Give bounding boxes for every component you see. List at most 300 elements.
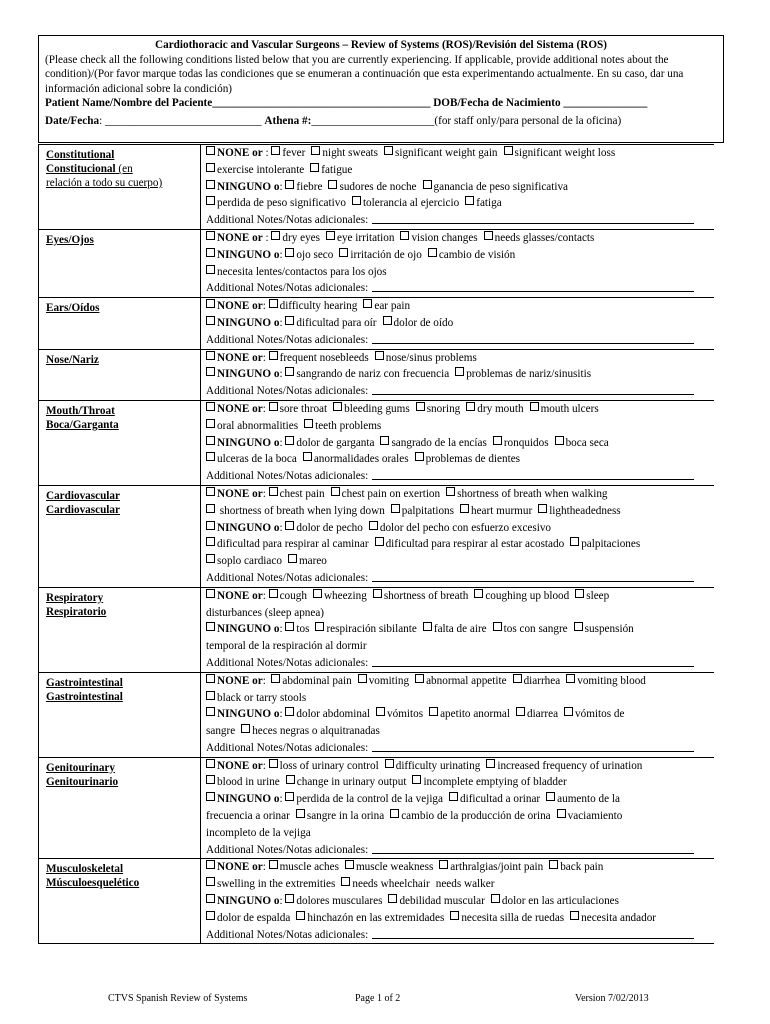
symptom-option[interactable] bbox=[206, 776, 280, 788]
symptom-checkbox[interactable] bbox=[474, 589, 483, 598]
symptom-option[interactable] bbox=[285, 437, 374, 449]
symptom-checkbox[interactable] bbox=[206, 504, 215, 513]
symptom-checkbox[interactable] bbox=[206, 196, 215, 205]
symptom-option[interactable] bbox=[486, 760, 642, 772]
symptom-checkbox[interactable] bbox=[285, 248, 294, 257]
symptom-checkbox[interactable] bbox=[516, 707, 525, 716]
symptom-option[interactable] bbox=[206, 555, 282, 567]
symptom-checkbox[interactable] bbox=[375, 351, 384, 360]
section-label-es-text: Constitucional bbox=[46, 163, 116, 175]
symptom-option[interactable] bbox=[546, 793, 620, 805]
date-field[interactable]: : ____________________________ bbox=[99, 114, 262, 127]
patient-name-field[interactable]: _______________________________________ bbox=[212, 97, 431, 109]
symptom-option[interactable] bbox=[564, 708, 624, 720]
symptom-option[interactable] bbox=[530, 403, 599, 415]
symptom-checkbox[interactable] bbox=[286, 775, 295, 784]
symptom-option[interactable] bbox=[375, 538, 565, 550]
symptom-checkbox[interactable] bbox=[313, 589, 322, 598]
symptom-option[interactable] bbox=[400, 232, 477, 244]
symptom-label: abdominal pain bbox=[282, 674, 352, 687]
additional-notes-field[interactable] bbox=[372, 571, 694, 582]
none-checkbox[interactable] bbox=[206, 248, 215, 257]
none-checkbox[interactable] bbox=[206, 180, 215, 189]
symptom-option[interactable] bbox=[285, 522, 362, 534]
symptom-option[interactable] bbox=[450, 912, 564, 924]
symptom-option[interactable] bbox=[363, 300, 410, 312]
symptom-option[interactable] bbox=[466, 403, 523, 415]
symptom-checkbox[interactable] bbox=[206, 452, 215, 461]
section-label-es-text: Respiratorio bbox=[46, 605, 107, 618]
continuation-text: temporal de la respiración al dormir bbox=[206, 640, 367, 653]
symptom-option[interactable] bbox=[493, 437, 549, 449]
symptom-option[interactable] bbox=[285, 317, 376, 329]
symptom-label: soplo cardiaco bbox=[217, 555, 282, 568]
symptom-label: vómitos bbox=[387, 708, 424, 721]
none-label: NINGUNO o bbox=[217, 316, 280, 329]
symptom-checkbox[interactable] bbox=[423, 180, 432, 189]
symptom-option[interactable] bbox=[269, 352, 369, 364]
symptom-option[interactable] bbox=[566, 675, 646, 687]
symptom-checkbox[interactable] bbox=[390, 809, 399, 818]
none-checkbox[interactable] bbox=[206, 521, 215, 530]
symptom-option[interactable] bbox=[412, 776, 566, 788]
symptom-checkbox[interactable] bbox=[269, 299, 278, 308]
none-checkbox[interactable] bbox=[206, 231, 215, 240]
none-label: NINGUNO o bbox=[217, 623, 280, 636]
option-line bbox=[206, 553, 714, 570]
symptom-option[interactable] bbox=[513, 675, 561, 687]
none-checkbox[interactable] bbox=[206, 299, 215, 308]
dob-field[interactable]: _______________ bbox=[563, 97, 648, 109]
symptom-checkbox[interactable] bbox=[428, 248, 437, 257]
none-checkbox[interactable] bbox=[206, 402, 215, 411]
symptom-checkbox[interactable] bbox=[341, 877, 350, 886]
symptom-checkbox[interactable] bbox=[296, 809, 305, 818]
symptom-checkbox[interactable] bbox=[285, 622, 294, 631]
none-checkbox[interactable] bbox=[206, 436, 215, 445]
ros-table bbox=[38, 144, 714, 944]
symptom-option[interactable] bbox=[315, 623, 416, 635]
symptom-checkbox[interactable] bbox=[493, 622, 502, 631]
symptom-option[interactable] bbox=[269, 300, 358, 312]
additional-notes-field[interactable] bbox=[372, 928, 694, 939]
symptom-option[interactable] bbox=[423, 623, 487, 635]
symptom-label: muscle weakness bbox=[355, 861, 434, 874]
symptom-option[interactable] bbox=[493, 623, 568, 635]
symptom-checkbox[interactable] bbox=[271, 146, 280, 155]
symptom-option[interactable] bbox=[269, 590, 307, 602]
symptom-label: diarrhea bbox=[523, 674, 561, 687]
section-options bbox=[201, 672, 715, 757]
symptom-option[interactable] bbox=[206, 164, 304, 176]
symptom-checkbox[interactable] bbox=[415, 674, 424, 683]
symptom-label: lightheadedness bbox=[549, 504, 621, 517]
none-checkbox[interactable] bbox=[206, 759, 215, 768]
athena-field[interactable]: ______________________ bbox=[311, 114, 435, 127]
symptom-checkbox[interactable] bbox=[271, 674, 280, 683]
additional-notes-field[interactable] bbox=[372, 281, 694, 292]
none-checkbox[interactable] bbox=[206, 792, 215, 801]
symptom-option[interactable] bbox=[415, 453, 520, 465]
symptom-option[interactable] bbox=[285, 249, 333, 261]
symptom-option[interactable] bbox=[439, 861, 543, 873]
symptom-checkbox[interactable] bbox=[385, 759, 394, 768]
symptom-option[interactable] bbox=[358, 675, 409, 687]
symptom-checkbox[interactable] bbox=[564, 707, 573, 716]
symptom-option[interactable] bbox=[385, 760, 481, 772]
symptom-checkbox[interactable] bbox=[412, 775, 421, 784]
symptom-option[interactable] bbox=[331, 488, 440, 500]
symptom-option[interactable] bbox=[269, 760, 379, 772]
additional-notes-field[interactable] bbox=[372, 843, 694, 854]
symptom-option[interactable] bbox=[538, 505, 620, 517]
symptom-option[interactable] bbox=[206, 878, 335, 890]
symptom-label: chest pain bbox=[279, 487, 325, 500]
symptom-checkbox[interactable] bbox=[269, 759, 278, 768]
symptom-label: ganancia de peso significativa bbox=[433, 180, 569, 193]
symptom-checkbox[interactable] bbox=[311, 146, 320, 155]
symptom-option[interactable] bbox=[352, 197, 459, 209]
symptom-option[interactable] bbox=[333, 403, 410, 415]
symptom-option[interactable] bbox=[206, 266, 387, 278]
symptom-checkbox[interactable] bbox=[455, 367, 464, 376]
symptom-checkbox[interactable] bbox=[450, 911, 459, 920]
symptom-checkbox[interactable] bbox=[358, 674, 367, 683]
none-separator: : bbox=[262, 674, 272, 687]
additional-notes-label: Additional Notes/Notas adicionales: bbox=[206, 214, 369, 227]
symptom-option[interactable] bbox=[285, 793, 443, 805]
symptom-checkbox[interactable] bbox=[546, 792, 555, 801]
symptom-checkbox[interactable] bbox=[575, 589, 584, 598]
symptom-checkbox[interactable] bbox=[285, 436, 294, 445]
symptom-label: snoring bbox=[426, 402, 461, 415]
additional-notes-field[interactable] bbox=[372, 656, 694, 667]
symptom-option[interactable] bbox=[286, 776, 407, 788]
symptom-option[interactable] bbox=[557, 810, 623, 822]
section-row bbox=[39, 145, 715, 230]
symptom-checkbox[interactable] bbox=[269, 487, 278, 496]
symptom-option[interactable] bbox=[285, 895, 382, 907]
symptom-checkbox[interactable] bbox=[513, 674, 522, 683]
symptom-checkbox[interactable] bbox=[206, 877, 215, 886]
symptom-option[interactable] bbox=[285, 181, 322, 193]
symptom-option[interactable] bbox=[206, 453, 297, 465]
symptom-option[interactable] bbox=[345, 861, 433, 873]
symptom-option[interactable] bbox=[449, 793, 540, 805]
option-line bbox=[206, 825, 714, 842]
symptom-option[interactable] bbox=[455, 368, 591, 380]
symptom-checkbox[interactable] bbox=[241, 724, 250, 733]
symptom-checkbox[interactable] bbox=[304, 419, 313, 428]
symptom-option[interactable] bbox=[474, 590, 569, 602]
symptom-label: needs wheelchair bbox=[352, 878, 430, 891]
symptom-option[interactable] bbox=[310, 164, 352, 176]
symptom-checkbox[interactable] bbox=[549, 860, 558, 869]
symptom-checkbox[interactable] bbox=[446, 487, 455, 496]
symptom-option[interactable] bbox=[206, 692, 306, 704]
symptom-checkbox[interactable] bbox=[296, 911, 305, 920]
symptom-checkbox[interactable] bbox=[460, 504, 469, 513]
symptom-label: dolor del pecho con esfuerzo excesivo bbox=[379, 521, 552, 534]
symptom-option[interactable] bbox=[384, 147, 498, 159]
none-checkbox[interactable] bbox=[206, 589, 215, 598]
symptom-checkbox[interactable] bbox=[285, 707, 294, 716]
symptom-checkbox[interactable] bbox=[288, 554, 297, 563]
none-label: NONE or bbox=[217, 674, 263, 687]
symptom-checkbox[interactable] bbox=[206, 163, 215, 172]
none-label: NONE or bbox=[217, 861, 263, 874]
symptom-option[interactable] bbox=[574, 623, 634, 635]
symptom-checkbox[interactable] bbox=[423, 622, 432, 631]
option-line bbox=[206, 350, 714, 367]
symptom-option[interactable] bbox=[271, 147, 305, 159]
symptom-option[interactable] bbox=[296, 912, 444, 924]
symptom-checkbox[interactable] bbox=[333, 402, 342, 411]
symptom-option[interactable] bbox=[516, 708, 558, 720]
symptom-checkbox[interactable] bbox=[269, 351, 278, 360]
symptom-option[interactable] bbox=[555, 437, 609, 449]
symptom-checkbox[interactable] bbox=[530, 402, 539, 411]
symptom-option[interactable] bbox=[304, 420, 381, 432]
symptom-option[interactable] bbox=[423, 181, 569, 193]
symptom-checkbox[interactable] bbox=[326, 231, 335, 240]
symptom-option[interactable] bbox=[390, 810, 550, 822]
symptom-option[interactable] bbox=[428, 249, 515, 261]
section-row bbox=[39, 485, 715, 587]
symptom-checkbox[interactable] bbox=[206, 419, 215, 428]
symptom-checkbox[interactable] bbox=[363, 299, 372, 308]
symptom-checkbox[interactable] bbox=[486, 759, 495, 768]
none-checkbox[interactable] bbox=[206, 367, 215, 376]
symptom-checkbox[interactable] bbox=[416, 402, 425, 411]
symptom-checkbox[interactable] bbox=[303, 452, 312, 461]
none-checkbox[interactable] bbox=[206, 487, 215, 496]
symptom-option[interactable] bbox=[429, 708, 510, 720]
none-separator: : bbox=[279, 368, 286, 381]
symptom-option[interactable] bbox=[288, 555, 327, 567]
symptom-option[interactable] bbox=[391, 505, 454, 517]
none-checkbox[interactable] bbox=[206, 622, 215, 631]
section-label-en: Ears/Oídos bbox=[46, 302, 100, 315]
symptom-checkbox[interactable] bbox=[376, 707, 385, 716]
symptom-checkbox[interactable] bbox=[466, 402, 475, 411]
symptom-option[interactable] bbox=[484, 232, 595, 244]
symptom-checkbox[interactable] bbox=[328, 180, 337, 189]
symptom-label: dolor en las articulaciones bbox=[501, 895, 619, 908]
symptom-option[interactable] bbox=[271, 232, 320, 244]
symptom-label: frequent nosebleeds bbox=[279, 351, 369, 364]
symptom-checkbox[interactable] bbox=[206, 554, 215, 563]
none-separator: : bbox=[279, 316, 286, 329]
symptom-checkbox[interactable] bbox=[570, 537, 579, 546]
none-checkbox[interactable] bbox=[206, 351, 215, 360]
additional-notes-field[interactable] bbox=[372, 384, 694, 395]
symptom-option[interactable] bbox=[460, 505, 532, 517]
symptom-option[interactable] bbox=[296, 810, 384, 822]
symptom-option[interactable] bbox=[375, 352, 477, 364]
symptom-option[interactable] bbox=[269, 488, 325, 500]
symptom-option[interactable] bbox=[549, 861, 603, 873]
symptom-option[interactable] bbox=[303, 453, 409, 465]
symptom-checkbox[interactable] bbox=[388, 894, 397, 903]
symptom-label: arthralgias/joint pain bbox=[450, 861, 544, 874]
symptom-label: sudores de noche bbox=[339, 180, 417, 193]
symptom-checkbox[interactable] bbox=[315, 622, 324, 631]
symptom-checkbox[interactable] bbox=[271, 231, 280, 240]
symptom-checkbox[interactable] bbox=[415, 452, 424, 461]
symptom-checkbox[interactable] bbox=[429, 707, 438, 716]
symptom-checkbox[interactable] bbox=[369, 521, 378, 530]
symptom-checkbox[interactable] bbox=[285, 894, 294, 903]
symptom-checkbox[interactable] bbox=[373, 589, 382, 598]
symptom-checkbox[interactable] bbox=[538, 504, 547, 513]
none-label: NINGUNO o bbox=[217, 708, 280, 721]
symptom-checkbox[interactable] bbox=[383, 316, 392, 325]
symptom-checkbox[interactable] bbox=[574, 622, 583, 631]
symptom-option[interactable] bbox=[206, 538, 369, 550]
symptom-label: dolor de oído bbox=[393, 316, 454, 329]
symptom-label: dificultad para oír bbox=[296, 316, 377, 329]
none-checkbox[interactable] bbox=[206, 146, 215, 155]
symptom-label: shortness of breath when walking bbox=[457, 487, 608, 500]
symptom-checkbox[interactable] bbox=[269, 402, 278, 411]
none-label: NINGUNO o bbox=[217, 180, 280, 193]
symptom-option[interactable] bbox=[575, 590, 609, 602]
symptom-option[interactable] bbox=[491, 895, 619, 907]
symptom-label: hinchazón en las extremidades bbox=[307, 911, 445, 924]
additional-notes-field[interactable] bbox=[372, 469, 694, 480]
symptom-checkbox[interactable] bbox=[566, 674, 575, 683]
symptom-option[interactable] bbox=[570, 538, 640, 550]
additional-notes-label: Additional Notes/Notas adicionales: bbox=[206, 385, 369, 398]
symptom-label: diarrea bbox=[526, 708, 559, 721]
symptom-checkbox[interactable] bbox=[285, 316, 294, 325]
symptom-checkbox[interactable] bbox=[384, 146, 393, 155]
symptom-checkbox[interactable] bbox=[206, 911, 215, 920]
symptom-label: blood in urine bbox=[217, 776, 280, 789]
symptom-option[interactable] bbox=[206, 420, 298, 432]
symptom-checkbox[interactable] bbox=[504, 146, 513, 155]
symptom-checkbox[interactable] bbox=[345, 860, 354, 869]
footer-page: Page 1 of 2 bbox=[355, 993, 401, 1004]
symptom-checkbox[interactable] bbox=[493, 436, 502, 445]
none-checkbox[interactable] bbox=[206, 674, 215, 683]
symptom-label: irritación de ojo bbox=[350, 248, 422, 261]
symptom-option[interactable] bbox=[341, 878, 429, 890]
symptom-checkbox[interactable] bbox=[391, 504, 400, 513]
additional-notes-label: Additional Notes/Notas adicionales: bbox=[206, 470, 369, 483]
none-checkbox[interactable] bbox=[206, 316, 215, 325]
symptom-checkbox[interactable] bbox=[339, 248, 348, 257]
symptom-checkbox[interactable] bbox=[400, 231, 409, 240]
symptom-label: fiebre bbox=[296, 180, 323, 193]
symptom-option[interactable] bbox=[380, 437, 486, 449]
symptom-label: dry eyes bbox=[282, 231, 320, 244]
symptom-option[interactable] bbox=[416, 403, 461, 415]
additional-notes-field[interactable] bbox=[372, 333, 694, 344]
symptom-option[interactable] bbox=[285, 623, 309, 635]
symptom-checkbox[interactable] bbox=[269, 589, 278, 598]
symptom-checkbox[interactable] bbox=[484, 231, 493, 240]
symptom-option[interactable] bbox=[326, 232, 394, 244]
symptom-option[interactable] bbox=[373, 590, 469, 602]
symptom-checkbox[interactable] bbox=[285, 792, 294, 801]
symptom-checkbox[interactable] bbox=[570, 911, 579, 920]
symptom-checkbox[interactable] bbox=[285, 180, 294, 189]
symptom-checkbox[interactable] bbox=[206, 691, 215, 700]
additional-notes-field[interactable] bbox=[372, 213, 694, 224]
symptom-option[interactable] bbox=[465, 197, 501, 209]
symptom-option[interactable] bbox=[383, 317, 454, 329]
symptom-checkbox[interactable] bbox=[352, 196, 361, 205]
option-line bbox=[206, 673, 714, 690]
symptom-checkbox[interactable] bbox=[206, 265, 215, 274]
symptom-checkbox[interactable] bbox=[331, 487, 340, 496]
symptom-checkbox[interactable] bbox=[380, 436, 389, 445]
symptom-checkbox[interactable] bbox=[375, 537, 384, 546]
symptom-checkbox[interactable] bbox=[557, 809, 566, 818]
symptom-option[interactable] bbox=[206, 197, 346, 209]
symptom-option[interactable] bbox=[388, 895, 484, 907]
symptom-checkbox[interactable] bbox=[310, 163, 319, 172]
symptom-option[interactable] bbox=[311, 147, 378, 159]
option-line bbox=[206, 758, 714, 775]
symptom-label: mouth ulcers bbox=[540, 402, 599, 415]
symptom-option[interactable] bbox=[206, 912, 290, 924]
section-label-en: Cardiovascular bbox=[46, 489, 120, 502]
symptom-option[interactable] bbox=[328, 181, 416, 193]
symptom-checkbox[interactable] bbox=[285, 367, 294, 376]
symptom-option[interactable] bbox=[269, 403, 328, 415]
symptom-option[interactable] bbox=[206, 505, 385, 517]
additional-notes-label: Additional Notes/Notas adicionales: bbox=[206, 928, 369, 941]
symptom-option[interactable] bbox=[285, 368, 449, 380]
symptom-checkbox[interactable] bbox=[206, 537, 215, 546]
none-separator: : bbox=[279, 248, 286, 261]
symptom-checkbox[interactable] bbox=[439, 860, 448, 869]
additional-notes-field[interactable] bbox=[372, 741, 694, 752]
symptom-checkbox[interactable] bbox=[285, 521, 294, 530]
symptom-label: tos con sangre bbox=[503, 623, 568, 636]
symptom-label: aumento de la bbox=[557, 793, 620, 806]
symptom-option[interactable] bbox=[415, 675, 506, 687]
none-checkbox[interactable] bbox=[206, 894, 215, 903]
symptom-option[interactable] bbox=[269, 861, 339, 873]
symptom-checkbox[interactable] bbox=[465, 196, 474, 205]
symptom-checkbox[interactable] bbox=[206, 775, 215, 784]
symptom-option[interactable] bbox=[504, 147, 616, 159]
symptom-label: teeth problems bbox=[315, 419, 382, 432]
symptom-option[interactable] bbox=[446, 488, 607, 500]
symptom-option[interactable] bbox=[285, 708, 370, 720]
form-title: Cardiothoracic and Vascular Surgeons – Review of Systems (ROS)/Revisión del Sistema (ROS) bbox=[155, 39, 607, 51]
symptom-checkbox[interactable] bbox=[491, 894, 500, 903]
section-options bbox=[201, 145, 715, 230]
symptom-option[interactable] bbox=[570, 912, 656, 924]
symptom-option[interactable] bbox=[339, 249, 421, 261]
none-checkbox[interactable] bbox=[206, 860, 215, 869]
symptom-option[interactable] bbox=[313, 590, 367, 602]
symptom-checkbox[interactable] bbox=[449, 792, 458, 801]
symptom-checkbox[interactable] bbox=[269, 860, 278, 869]
symptom-option[interactable] bbox=[241, 725, 380, 737]
symptom-option[interactable] bbox=[369, 522, 551, 534]
none-checkbox[interactable] bbox=[206, 707, 215, 716]
option-line bbox=[206, 418, 714, 435]
symptom-checkbox[interactable] bbox=[555, 436, 564, 445]
symptom-option[interactable] bbox=[376, 708, 423, 720]
symptom-option[interactable] bbox=[271, 675, 351, 687]
